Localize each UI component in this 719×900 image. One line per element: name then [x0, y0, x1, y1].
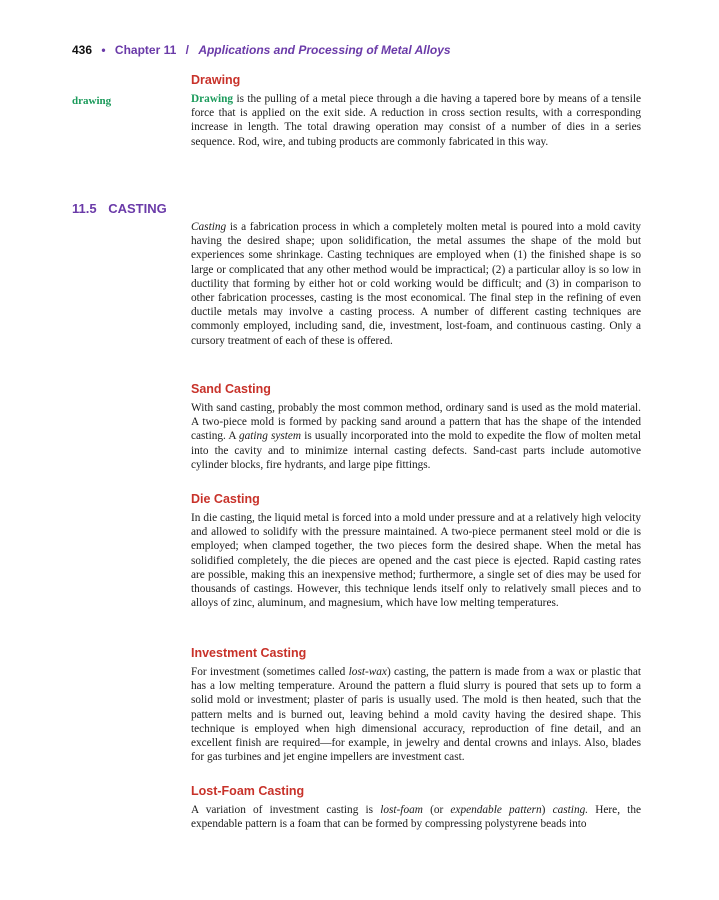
- lostfoam-italic-3: casting.: [552, 804, 589, 816]
- die-casting-heading: Die Casting: [191, 492, 260, 506]
- lostfoam-text-2: (or: [422, 804, 451, 816]
- investment-text-1: For investment (sometimes called: [191, 666, 349, 678]
- casting-intro: [191, 220, 641, 348]
- header-slash: /: [185, 43, 189, 57]
- margin-term-drawing: drawing: [72, 95, 112, 107]
- sand-casting-paragraph: [191, 401, 641, 472]
- die-casting-subsection: [191, 491, 641, 610]
- investment-casting-paragraph: [191, 665, 641, 764]
- lostfoam-italic-1: lost-foam: [380, 804, 423, 816]
- drawing-heading: Drawing: [191, 73, 241, 87]
- investment-casting-heading: Investment Casting: [191, 646, 307, 660]
- page-number: 436: [72, 43, 93, 57]
- lost-foam-casting-heading: Lost-Foam Casting: [191, 784, 305, 798]
- sand-text-1: With sand casting, probably the most common method, ordinary sand is used as the mold material. A two-piece mold is formed by packing sand around a pattern that has the shape of the intended casting. A: [191, 402, 641, 443]
- lostfoam-italic-2: expendable pattern: [450, 804, 542, 816]
- lost-foam-casting-paragraph: [191, 803, 641, 831]
- section-title: CASTING: [108, 201, 167, 216]
- lostfoam-text-4: Here, the expendable pattern is a foam that can be formed by compressing polystyrene beads into: [191, 804, 641, 831]
- chapter-label: Chapter 11: [114, 43, 177, 57]
- casting-text: is a fabrication process in which a completely molten metal is poured into a mold cavity having the desired shape; upon solidification, the metal assumes the shape of the mold but experiences some shrinkage. Casting techniques are employed when (1) the finished shape is so large or complicated that any other method would be impractical; (2) a particular alloy is so low in ductility that forming by either hot or cold working would be difficult; and (3) in comparison to other fabrication processes, casting is the most economical. The final step in the refining of even ductile metals may involve a casting process. A number of different casting techniques are commonly employed, including sand, die, investment, lost-foam, and continuous casting. Only a cursory treatment of each of these is offered.: [191, 221, 641, 347]
- sand-italic-term: gating system: [238, 430, 302, 443]
- casting-lead-term: Casting: [191, 221, 227, 233]
- drawing-key-term: Drawing: [191, 93, 234, 105]
- drawing-text: is the pulling of a metal piece through a die having a tapered bore by means of a tensile force that is applied on the exit side. A reduction in cross section results, with a corresponding increase in length. The total drawing operation may consist of a number of dies in a series sequence. Rod, wire, and tubing products are commonly fabricated in this way.: [191, 93, 641, 148]
- drawing-subsection: [191, 72, 641, 149]
- investment-casting-subsection: [191, 645, 641, 764]
- investment-italic-term: lost-wax: [348, 666, 387, 678]
- chapter-title: Applications and Processing of Metal Alloys: [198, 43, 451, 57]
- running-header: [72, 43, 451, 57]
- section-number: 11.5: [72, 201, 97, 216]
- drawing-paragraph: [191, 92, 641, 149]
- die-casting-paragraph: In die casting, the liquid metal is forced into a mold under pressure and at a relatively high velocity and allowed to solidify with the pressure maintained. A two-piece permanent steel mold or die is employed; when clamped together, the two pieces form the desired shape. When the metal has solidified completely, the die pieces are opened and the cast piece is ejected. Rapid casting rates are possible, making this an inexpensive method; furthermore, a single set of dies may be used for thousands of castings. However, this technique lends itself only to relatively small pieces and to alloys of zinc, aluminum, and magnesium, which have low melting temperatures.: [191, 512, 641, 610]
- header-bullet: •: [101, 43, 106, 57]
- sand-text-2: is usually incorporated into the mold to expedite the flow of molten metal into the cavity and to minimize internal casting defects. Sand-cast parts include automotive cylinder blocks, fire hydrants, and large pipe fittings.: [191, 430, 641, 471]
- casting-paragraph: [191, 220, 641, 348]
- lost-foam-casting-subsection: [191, 783, 641, 831]
- sand-casting-heading: Sand Casting: [191, 382, 271, 396]
- sand-casting-subsection: [191, 381, 641, 472]
- lostfoam-text-1: A variation of investment casting is: [191, 804, 381, 816]
- investment-text-2: ) casting, the pattern is made from a wax or plastic that has a low melting temperature. Around the pattern a fluid slurry is poured that sets up to form a solid mold or investment; plaster of paris is usually used. The mold is then heated, such that the pattern melts and is burned out, leaving behind a mold cavity having the desired shape. This technique is employed when high dimensional accuracy, reproduction of fine detail, and an excellent finish are required—for example, in jewelry and dental crowns and inlays. Also, blades for gas turbines and jet engine impellers are investment cast.: [191, 666, 641, 764]
- section-heading: [72, 201, 167, 216]
- lostfoam-text-3: ): [541, 804, 553, 816]
